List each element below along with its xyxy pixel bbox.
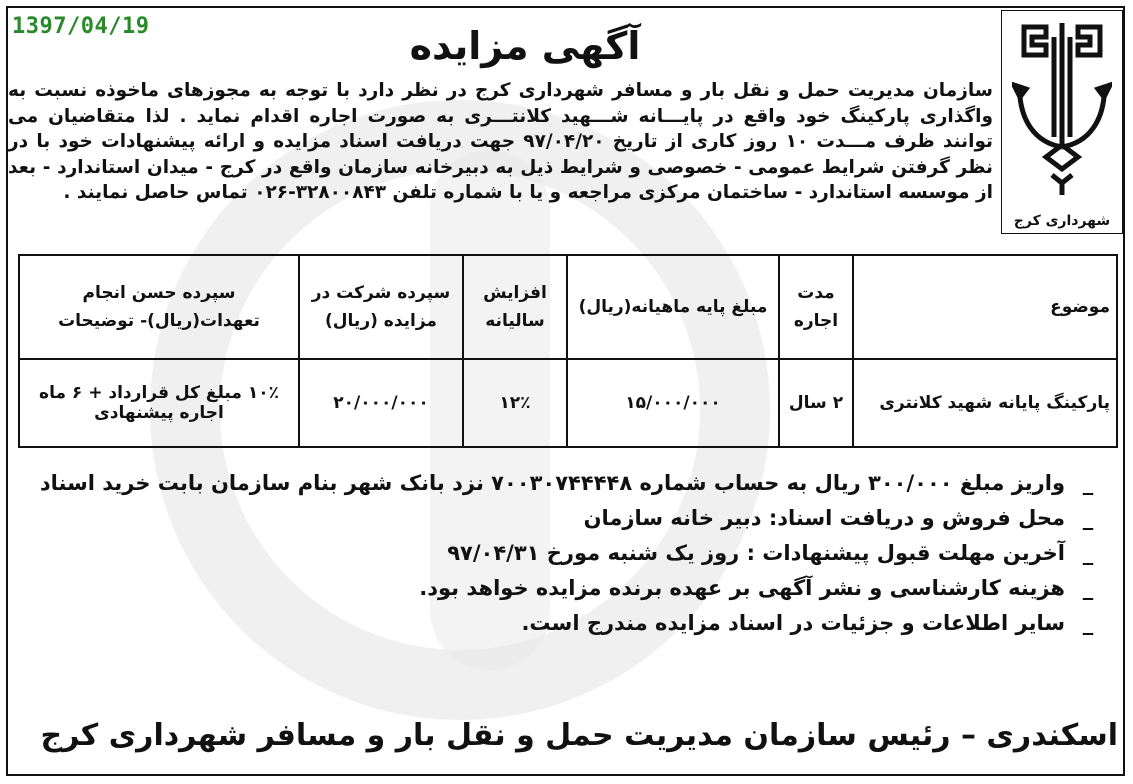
list-item-text: سایر اطلاعات و جزئیات در اسناد مزایده مندرج است. [521,611,1065,635]
list-item [21,501,1111,536]
bullet-dash: _ [1082,506,1094,530]
cell-base-price: ۱۵/۰۰۰/۰۰۰ [567,359,779,447]
cell-increase: ۱۲٪ [463,359,567,447]
municipality-logo [1001,10,1123,234]
table-header-row [19,255,1117,359]
list-item [21,536,1111,571]
header-guarantee: سپرده حسن انجام تعهدات(ریال)- توضیحات [19,255,299,359]
bullet-dash: _ [1082,471,1094,495]
auction-table [18,254,1118,448]
header-base-price: مبلغ پایه ماهیانه(ریال) [567,255,779,359]
conditions-list [21,466,1111,641]
page-title: آگهی مزایده [409,24,641,68]
bullet-dash: _ [1082,611,1094,635]
logo-caption: شهرداری کرج [1013,213,1111,229]
header-increase: افزایش سالیانه [463,255,567,359]
header-subject: موضوع [853,255,1117,359]
list-item [21,606,1111,641]
header-deposit: سپرده شرکت در مزایده (ریال) [299,255,463,359]
signature-line: اسکندری – رئیس سازمان مدیریت حمل و نقل بار و مسافر شهرداری کرج [40,718,1118,753]
intro-paragraph: سازمان مدیریت حمل و نقل بار و مسافر شهرداری کرج در نظر دارد با توجه به مجوزهای ماخوذه نسبت به واگذاری پارکینگ خود واقع در پایـــانه شـــهید کلانتـــری به صورت اجاره اقدام نماید . لذا متقاضیان می توانند ظرف مـــدت ۱۰ روز کاری از تاریخ ۹۷/۰۴/۲۰ جهت دریافت اسناد مزایده و ارائه پیشنهادات خود با در نظر گرفتن شرایط عمومی - خصوصی و شرایط ذیل به دبیرخانه سازمان واقع در کرج - میدان استاندارد - بعد از موسسه استاندارد - ساختمان مرکزی مراجعه و یا با شماره تلفن ۳۲۸۰۰۸۴۳-۰۲۶ تماس حاصل نمایند . [8,80,993,203]
list-item-text: هزینه کارشناسی و نشر آگهی بر عهده برنده مزایده خواهد بود. [419,576,1065,600]
header-duration: مدت اجاره [779,255,853,359]
list-item-text: واریز مبلغ ۳۰۰/۰۰۰ ریال به حساب شماره ۷۰۰۳۰۷۴۴۴۴۸ نزد بانک شهر بنام سازمان بابت خرید اسناد [39,471,1065,495]
bullet-dash: _ [1082,576,1094,600]
publication-date: 1397/04/19 [12,14,150,39]
list-item [21,571,1111,606]
cell-duration: ۲ سال [779,359,853,447]
cell-guarantee: ۱۰٪ مبلغ کل قرارداد + ۶ ماه اجاره پیشنهادی [19,359,299,447]
bullet-dash: _ [1082,541,1094,565]
cell-subject: پارکینگ پایانه شهید کلانتری [853,359,1117,447]
list-item [21,466,1111,501]
list-item-text: آخرین مهلت قبول پیشنهادات : روز یک شنبه مورخ ۹۷/۰۴/۳۱ [447,541,1065,565]
list-item-text: محل فروش و دریافت اسناد: دبیر خانه سازمان [583,506,1065,530]
cell-deposit: ۲۰/۰۰۰/۰۰۰ [299,359,463,447]
karaj-municipality-emblem-icon [1012,17,1112,197]
table-row [19,359,1117,447]
